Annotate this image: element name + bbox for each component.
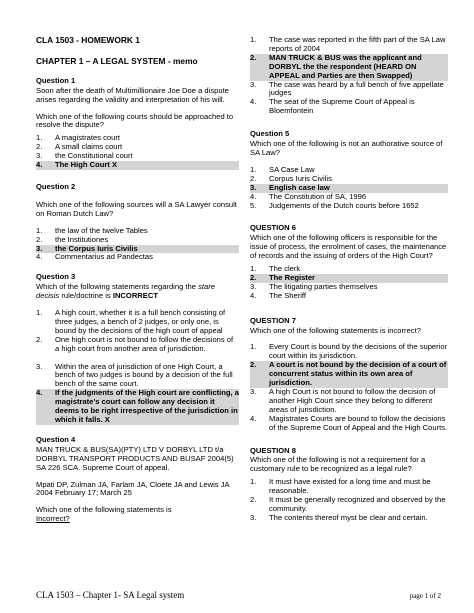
question-1-heading: Question 1 xyxy=(36,75,76,85)
question-7-prompt: Which one of the following statements is incorrect? xyxy=(250,325,421,335)
option: 1. the law of the twelve Tables xyxy=(36,225,148,235)
chapter-title: CHAPTER 1 – A LEGAL SYSTEM - memo xyxy=(36,55,198,66)
correct-answer-option: 3. English case law xyxy=(250,184,448,193)
option: 3. The litigating parties themselves xyxy=(250,281,378,291)
option: 2. Corpus Iuris Civilis xyxy=(250,173,332,183)
option: 2. It must be generally recognized and observed by the community. xyxy=(250,495,446,513)
question-3-options xyxy=(36,309,239,425)
option: 3. The case was heard by a full bench of five appellate judges xyxy=(250,79,444,98)
option: 4. The Sheriff xyxy=(250,290,307,300)
question-6-options xyxy=(250,265,448,301)
option: 1. A high court, whether it is a full bench consisting of three judges, a bench of 2 judges, or only one, is bound by the decisions of the high court of appeal xyxy=(36,308,226,335)
correct-answer-option: 4. If the judgments of the High court are conflicting, a magistrate's court can follow any decision it deems to be right irrespective of the jurisdiction in which it falls. X xyxy=(36,388,239,424)
question-4-case-citation: MAN TRUCK & BUS(SA)(PTY) LTD V DORBYL LTD t/a DORBYL TRANSPORT PRODUCTS AND BUSAF 2004(5) SA 226 SCA. Supreme Court of appeal. xyxy=(36,444,234,472)
option: 1. Every Court is bound by the decisions of the superior court within its jurisdiction. xyxy=(250,342,448,361)
option: 4. The seat of the Supreme Court of Appeal is Bloemfontein xyxy=(250,97,415,116)
question-7-heading: QUESTION 7 xyxy=(250,315,296,325)
question-8-prompt: Which one of the following is not a requirement for a customary rule to be recognized as a legal rule? xyxy=(250,455,426,474)
option: 3. A high Court is not bound to follow the decision of another High Court since they belong to different areas of jurisdiction. xyxy=(250,387,436,414)
question-5-options xyxy=(250,166,448,211)
question-4-dates: 2004 February 17; March 25 xyxy=(36,488,132,498)
document-title: CLA 1503 - HOMEWORK 1 xyxy=(36,35,140,45)
question-2-heading: Question 2 xyxy=(36,181,76,191)
option: 3. the Constitutional court xyxy=(36,151,133,161)
option: 2. the Institutiones xyxy=(36,234,109,244)
question-8-heading: QUESTION 8 xyxy=(250,445,296,455)
question-5-prompt: Which one of the following is not an authorative source of SA Law? xyxy=(250,139,443,157)
option: 4. The Constitution of SA, 1996 xyxy=(250,191,367,201)
correct-answer-option: 3. the Corpus Iuris Civilis xyxy=(36,245,239,254)
option: 4. Magistrates Courts are bound to follow the decisions of the Supreme Court of Appeal and the High Courts. xyxy=(250,413,448,432)
option: 1. It must have existed for a long time and must be reasonable. xyxy=(250,477,431,496)
option: 5. Judgements of the Dutch courts before 1652 xyxy=(250,200,419,210)
question-4-prompt: Which one of the following statements is Incorrect? xyxy=(36,505,172,524)
question-1-options xyxy=(36,134,239,170)
correct-answer-option: 2. MAN TRUCK & BUS was the applicant and DORBYL the the respondent (HEARD ON APPEAL and Parties are then Swapped) xyxy=(250,54,448,81)
right-column xyxy=(250,36,448,523)
question-3-prompt: Which of the following statements regarding the stare decisis rule/doctrine is INCORRECT xyxy=(36,282,215,301)
question-6-prompt: Which one of the following officers is responsible for the issue of process, the enrolment of cases, the maintenance of records and the issuing of orders of the High Court? xyxy=(250,233,447,261)
option: 1. A magistrates court xyxy=(36,133,120,143)
correct-answer-option: 2. A court is not bound by the decision of a court of concurrent status within its own area of jurisdiction. xyxy=(250,360,447,388)
question-6-heading: QUESTION 6 xyxy=(250,223,296,233)
correct-answer-option: 2. The Register xyxy=(250,274,448,283)
footer-course-title: CLA 1503 – Chapter 1- SA Legal system xyxy=(36,590,185,600)
question-1-prompt: Which one of the following courts should be approached to resolve the dispute? xyxy=(36,111,234,130)
option: 2. One high court is not bound to follow the decisions of a high court from another area of jurisdiction. xyxy=(36,334,234,353)
question-2-prompt: Which one of the following sources will a SA Lawyer consult on Roman Dutch Law? xyxy=(36,199,237,218)
question-4-judges: Mpati DP, Zulman JA, Farlam JA, Cloete JA and Lewis JA xyxy=(36,479,230,489)
left-column xyxy=(36,36,239,524)
option: 1. SA Case Law xyxy=(250,164,315,174)
question-2-options xyxy=(36,227,239,263)
option: 3. Within the area of jurisdiction of one High Court, a bench of two judges is bound by a decision of the full bench of the same court. xyxy=(36,361,233,389)
option: 3. The contents thereof myst be clear and certain. xyxy=(250,512,428,522)
page-number: page 1 of 2 xyxy=(409,592,441,600)
question-5-heading: Question 5 xyxy=(250,129,290,139)
question-4-heading: Question 4 xyxy=(36,434,76,444)
option: 2. A small claims court xyxy=(36,142,123,152)
question-7-options xyxy=(250,343,448,432)
correct-answer-option: 4. The High Court X xyxy=(36,161,239,170)
question-3-heading: Question 3 xyxy=(36,272,76,282)
question-4-options xyxy=(250,36,448,116)
option: 1. The case was reported in the fifth part of the SA Law reports of 2004 xyxy=(250,35,446,53)
question-8-options xyxy=(250,478,448,523)
option: 1. The clerk xyxy=(250,264,301,274)
question-1-stem: Soon after the death of Multimillionaire Joe Doe a dispute arises regarding the validity and interpretation of his will. xyxy=(36,85,229,104)
option: 4. Commentarius ad Pandectas xyxy=(36,252,153,262)
